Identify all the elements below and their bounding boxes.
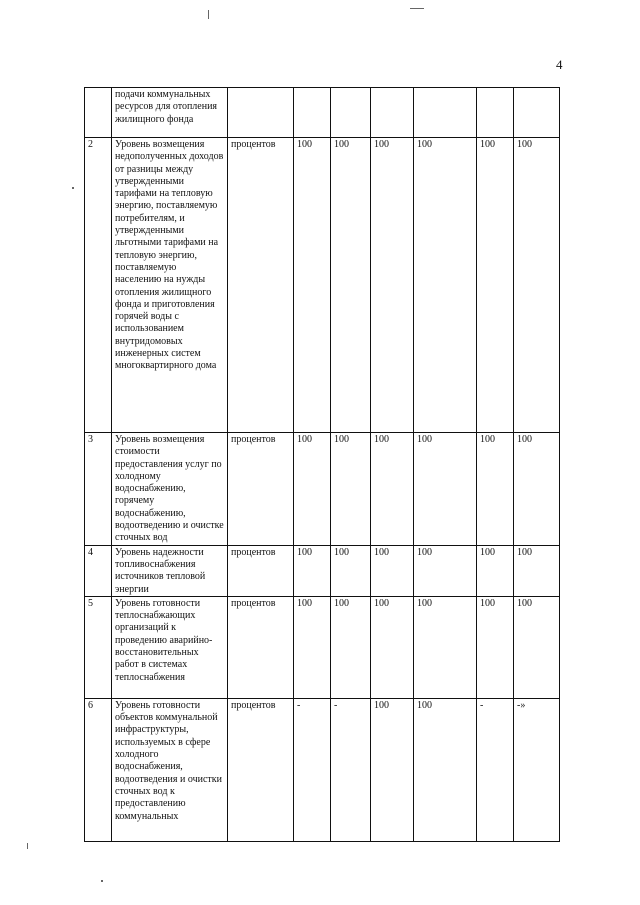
value-cell: 100 [477,596,514,698]
value-cell: 100 [514,545,560,596]
indicator-name-cell: Уровень готовности теплоснабжающих организаций к проведению аварийно-восстановительных работ в системах теплоснабжения [112,596,228,698]
scan-speck [208,10,209,19]
value-cell: 100 [331,596,371,698]
unit-cell: процентов [228,698,294,841]
table-row [85,545,560,596]
scan-speck [27,843,28,849]
unit-cell [228,88,294,138]
value-cell [477,88,514,138]
scan-speck [410,8,424,9]
scan-speck [72,187,74,189]
value-cell: 100 [514,596,560,698]
value-cell: - [477,698,514,841]
value-cell: 100 [414,545,477,596]
value-cell: 100 [294,545,331,596]
value-cell [514,88,560,138]
indicators-table [84,87,560,842]
value-cell: 100 [331,545,371,596]
table-row [85,433,560,546]
row-number-cell: 4 [85,545,112,596]
row-number-cell: 2 [85,138,112,433]
unit-cell: процентов [228,138,294,433]
indicator-name-cell: Уровень надежности топливоснабжения источников тепловой энергии [112,545,228,596]
value-cell: 100 [331,433,371,546]
value-cell [331,88,371,138]
value-cell: - [294,698,331,841]
value-cell: 100 [371,596,414,698]
value-cell: 100 [294,433,331,546]
value-cell: 100 [331,138,371,433]
value-cell: 100 [414,698,477,841]
table-row [85,88,560,138]
value-cell: 100 [371,698,414,841]
value-cell: 100 [514,433,560,546]
row-number-cell: 3 [85,433,112,546]
value-cell: - [331,698,371,841]
value-cell: 100 [294,138,331,433]
value-cell: 100 [414,596,477,698]
page-number: 4 [556,57,563,72]
value-cell: 100 [414,138,477,433]
unit-cell: процентов [228,433,294,546]
indicator-name-cell: Уровень возмещения стоимости предоставления услуг по холодному водоснабжению, горячему водоснабжению, водоотведению и очистке сточных вод [112,433,228,546]
value-cell: 100 [514,138,560,433]
value-cell: 100 [371,545,414,596]
scan-speck [101,880,103,882]
value-cell: 100 [477,138,514,433]
value-cell: 100 [294,596,331,698]
indicator-name-cell: Уровень готовности объектов коммунальной инфраструктуры, используемых в сфере холодного водоснабжения, водоотведения и очистки сточных вод к предоставлению коммунальных [112,698,228,841]
table-row [85,698,560,841]
table-row [85,596,560,698]
value-cell [371,88,414,138]
indicator-name-cell: Уровень возмещения недополученных доходов от разницы между утвержденными тарифами на тепловую энергию, поставляемую потребителям, и утвержденными льготными тарифами на тепловую энергию, поставляемую населению на нужды отопления жилищного фонда и приготовления горячей воды с использованием внутридомовых инженерных систем многоквартирного дома [112,138,228,433]
unit-cell: процентов [228,596,294,698]
value-cell: 100 [477,433,514,546]
value-cell: -» [514,698,560,841]
row-number-cell [85,88,112,138]
unit-cell: процентов [228,545,294,596]
row-number-cell: 5 [85,596,112,698]
table-row [85,138,560,433]
row-number-cell: 6 [85,698,112,841]
value-cell: 100 [414,433,477,546]
value-cell: 100 [371,138,414,433]
value-cell: 100 [371,433,414,546]
value-cell [414,88,477,138]
indicator-name-cell: подачи коммунальных ресурсов для отопления жилищного фонда [112,88,228,138]
value-cell: 100 [477,545,514,596]
value-cell [294,88,331,138]
